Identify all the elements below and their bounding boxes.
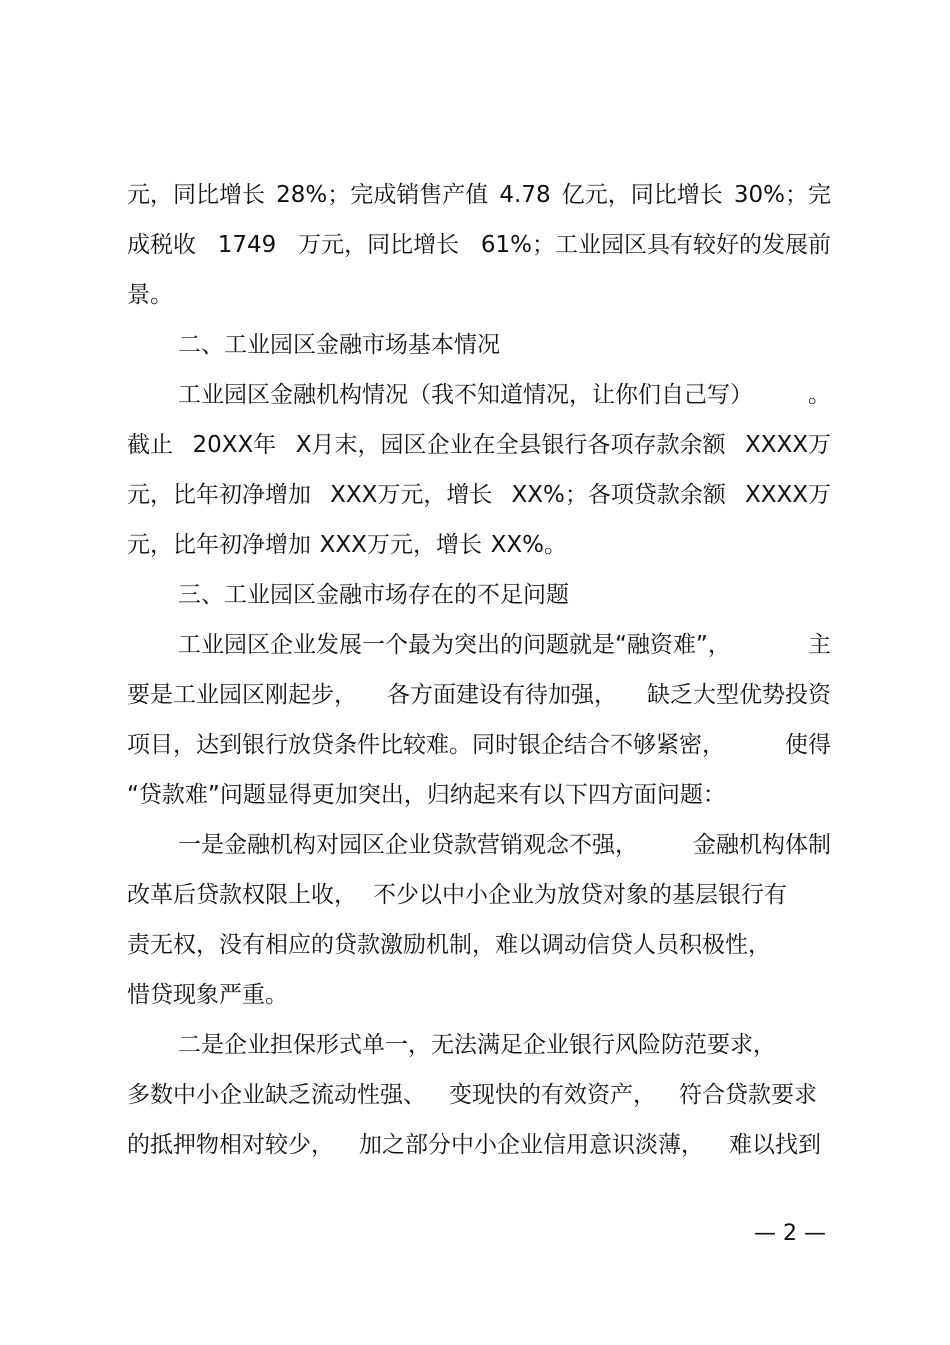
text-segment: 元，比年初净增加 <box>127 532 311 558</box>
text-line-6 <box>127 430 831 460</box>
text-segment: 金融机构体制 <box>693 832 831 858</box>
text-line-10 <box>178 630 831 660</box>
text-segment: 工业园区金融机构情况（我不知道情况，让你们自己写） <box>178 382 753 408</box>
text-line-8 <box>127 530 567 560</box>
text-line-11 <box>127 680 831 710</box>
text-segment: 难以找到 <box>729 1132 821 1158</box>
text-line-7 <box>127 480 831 510</box>
text-segment: 变现快的有效资产， <box>449 1082 656 1108</box>
text-segment: 一是金融机构对园区企业贷款营销观念不强， <box>178 832 638 858</box>
text-line-12 <box>127 730 831 760</box>
section-heading-2 <box>178 330 831 360</box>
text-segment: 30%；完 <box>733 182 831 208</box>
text-segment: 61%；工业园区具有较好的发展前 <box>480 232 831 258</box>
text-segment: 1749 <box>217 232 277 258</box>
text-segment: 的抵押物相对较少， <box>127 1132 334 1158</box>
text-segment: 元，比年初净增加 <box>127 482 311 508</box>
text-segment: 二是企业担保形式单一，无法满足企业银行风险防范要求， <box>178 1032 776 1058</box>
text-line-2 <box>127 230 831 260</box>
text-segment: 责无权，没有相应的贷款激励机制，难以调动信贷人员积极性， <box>127 932 771 958</box>
text-segment: 项目，达到银行放贷条件比较难。同时银企结合不够紧密， <box>127 732 725 758</box>
text-segment: XXXX万 <box>744 482 831 508</box>
text-line-20 <box>127 1130 821 1160</box>
heading-text: 三、工业园区金融市场存在的不足问题 <box>178 582 569 608</box>
text-line-5 <box>178 380 831 410</box>
text-segment: 。 <box>808 382 831 408</box>
page-number: — 2 — <box>754 1221 826 1246</box>
text-line-17 <box>127 980 831 1010</box>
text-segment: 符合贷款要求 <box>679 1082 817 1108</box>
text-line-18 <box>178 1030 831 1060</box>
text-segment: XX%。 <box>490 532 567 558</box>
text-segment: XX%；各项贷款余额 <box>511 482 726 508</box>
text-segment: “贷款难”问题显得更加突出，归纳起来有以下四方面问题： <box>127 782 726 808</box>
text-line-16 <box>127 930 831 960</box>
text-segment: X月末，园区企业在全县银行各项存款余额 <box>295 432 726 458</box>
text-segment: XXXX万 <box>744 432 831 458</box>
text-segment: XXX万元，增长 <box>330 482 493 508</box>
text-segment: 成税收 <box>127 232 196 258</box>
text-line-19 <box>127 1080 817 1110</box>
text-line-15 <box>127 880 787 910</box>
text-segment: 亿元，同比增长 <box>561 182 723 208</box>
text-segment: 28%；完成销售产值 <box>276 182 489 208</box>
text-segment: 4.78 <box>499 182 551 208</box>
section-heading-3 <box>178 580 831 610</box>
text-segment: 多数中小企业缺乏流动性强、 <box>127 1082 426 1108</box>
text-segment: 主 <box>808 632 831 658</box>
text-segment: 景。 <box>127 282 173 308</box>
text-segment: 万元，同比增长 <box>298 232 460 258</box>
text-line-14 <box>178 830 831 860</box>
text-segment: 不少以中小企业为放贷对象的基层银行有 <box>373 882 787 908</box>
text-segment: 20XX年 <box>192 432 277 458</box>
text-segment: 元，同比增长 <box>127 182 265 208</box>
text-segment: 加之部分中小企业信用意识淡薄， <box>359 1132 704 1158</box>
heading-text: 二、工业园区金融市场基本情况 <box>178 332 500 358</box>
text-segment: 要是工业园区刚起步， <box>127 682 357 708</box>
text-segment: 惜贷现象严重。 <box>127 982 288 1008</box>
text-segment: XXX万元，增长 <box>319 532 482 558</box>
text-line-1 <box>127 180 831 210</box>
text-segment: 工业园区企业发展一个最为突出的问题就是“融资难”， <box>178 632 731 658</box>
text-segment: 使得 <box>785 732 831 758</box>
text-line-13 <box>127 780 831 810</box>
text-segment: 各方面建设有待加强， <box>387 682 617 708</box>
text-segment: 截止 <box>127 432 173 458</box>
text-segment: 改革后贷款权限上收， <box>127 882 357 908</box>
text-line-3 <box>127 280 831 310</box>
text-segment: 缺乏大型优势投资 <box>647 682 831 708</box>
